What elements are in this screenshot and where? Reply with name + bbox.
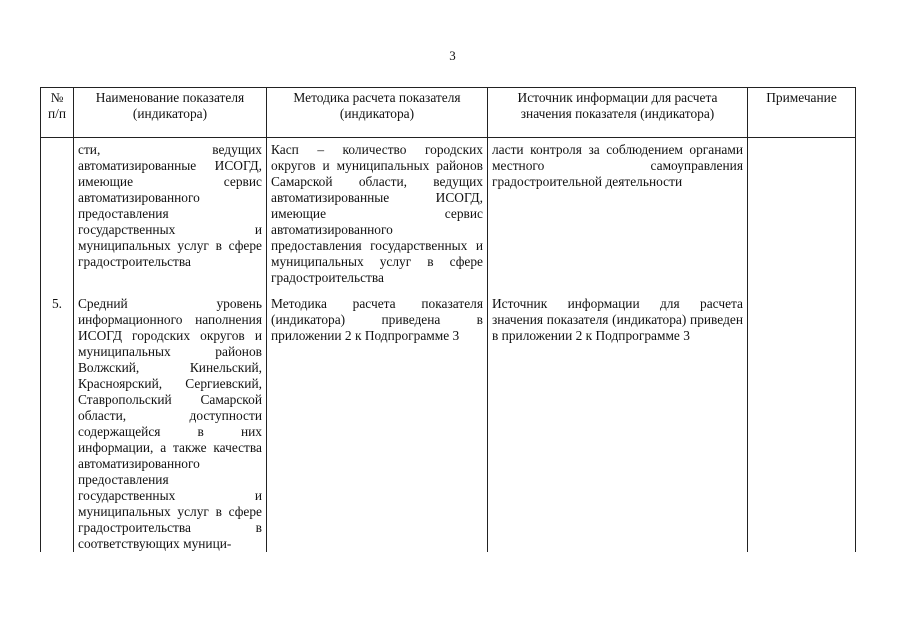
calculation-method-cell xyxy=(267,294,488,552)
information-source-text: ласти контроля за соблюдением органами местного самоуправления градостроительной деятельности xyxy=(492,142,743,189)
table-row xyxy=(41,294,856,552)
indicator-name-text: сти, ведущих автоматизированные ИСОГД, имеющие сервис автоматизированного предоставления государственных и муниципальных услуг в сфере градостроительства xyxy=(78,142,262,269)
indicator-name-cell xyxy=(74,294,267,552)
table-row xyxy=(41,138,856,295)
header-calculation-method-label: Методика расчета показателя (индикатора) xyxy=(293,90,461,121)
header-number xyxy=(41,88,74,138)
header-note-label: Примечание xyxy=(766,90,837,105)
calculation-method-text: Методика расчета показателя (индикатора) приведена в приложении 2 к Подпрограмме 3 xyxy=(271,296,483,343)
header-information-source-label: Источник информации для расчета значения показателя (индикатора) xyxy=(517,90,718,121)
note-cell xyxy=(748,138,856,295)
indicator-name-text: Средний уровень информационного наполнения ИСОГД городских округов и муниципальных районов Волжский, Кинельский, Красноярский, Сергиевский, Ставропольский Самарской области, доступности содержащейся в них информации, а также качества автоматизированного предоставления государственных и муниципальных услуг в сфере градостроительства в соответствующих муници- xyxy=(78,296,262,551)
header-note xyxy=(748,88,856,138)
indicator-name-cell xyxy=(74,138,267,295)
header-indicator-name-label: Наименование показателя (индикатора) xyxy=(95,90,245,121)
row-number-cell xyxy=(41,294,74,552)
header-number-label: № п/п xyxy=(47,90,67,121)
information-source-cell xyxy=(488,294,748,552)
table-header xyxy=(41,88,856,138)
table-body xyxy=(41,138,856,553)
header-row xyxy=(41,88,856,138)
header-information-source xyxy=(488,88,748,138)
row-number-cell xyxy=(41,138,74,295)
information-source-cell xyxy=(488,138,748,295)
header-indicator-name xyxy=(74,88,267,138)
calculation-method-cell xyxy=(267,138,488,295)
information-source-text: Источник информации для расчета значения показателя (индикатора) приведен в приложении 2 к Подпрограмме 3 xyxy=(492,296,743,343)
page-number: 3 xyxy=(449,48,456,63)
header-calculation-method xyxy=(267,88,488,138)
note-cell xyxy=(748,294,856,552)
row-number: 5. xyxy=(51,296,63,311)
calculation-method-text: Касп – количество городских округов и муниципальных районов Самарской области, ведущих автоматизированные ИСОГД, имеющие сервис автоматизированного предоставления государственных и муниципальных услуг в сфере градостроительства xyxy=(271,142,483,285)
indicator-table xyxy=(40,87,856,552)
